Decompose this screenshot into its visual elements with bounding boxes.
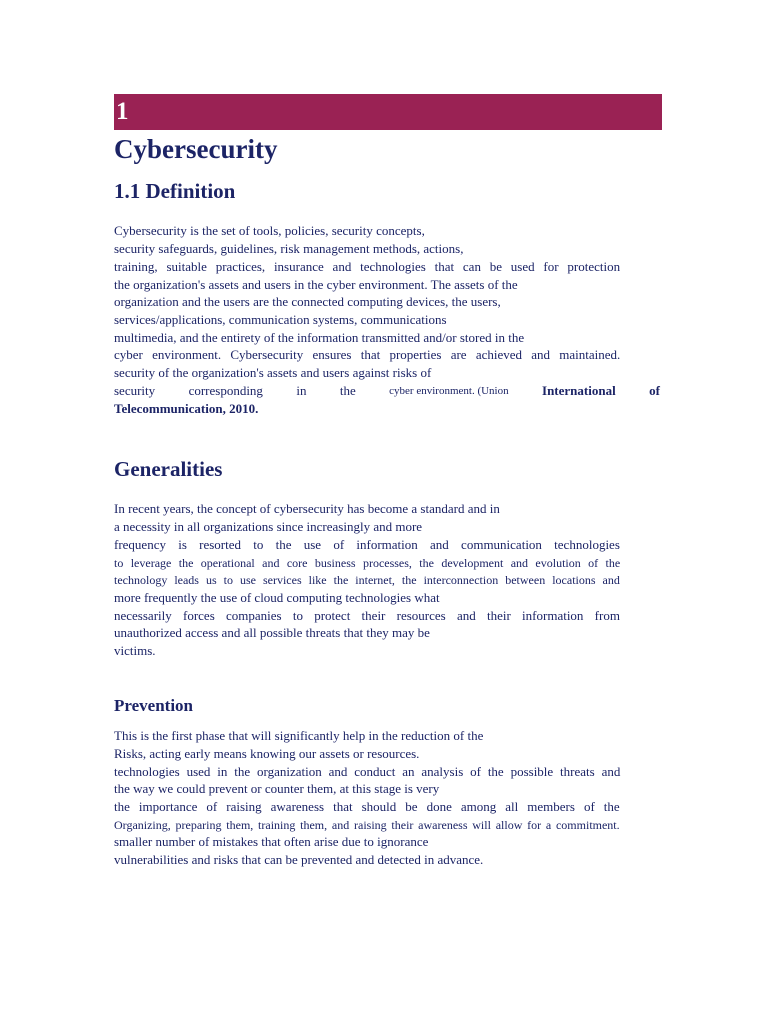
generalities-heading: Generalities xyxy=(114,457,223,481)
definition-line-5: organization and the users are the connected computing devices, the users, xyxy=(114,294,501,309)
prevention-line-5: the importance of raising awareness that should be done among all members of the xyxy=(114,799,620,814)
chapter-title: Cybersecurity xyxy=(114,134,278,164)
prevention-line-3: technologies used in the organization and conduct an analysis of the possible threats and xyxy=(114,764,621,779)
definition-line-10: security corresponding in the cyber environment. (Union International of xyxy=(114,383,660,398)
definition-line-3: training, suitable practices, insurance and technologies that can be used for protection xyxy=(114,259,621,274)
generalities-line-5: technology leads us to use services like the internet, the interconnection between locations and xyxy=(114,573,620,587)
prevention-heading: Prevention xyxy=(114,696,194,715)
definition-line-2: security safeguards, guidelines, risk management methods, actions, xyxy=(114,241,464,256)
chapter-number-bar xyxy=(114,94,662,130)
definition-line-4: the organization's assets and users in the cyber environment. The assets of the xyxy=(114,277,518,292)
prevention-line-7: smaller number of mistakes that often arise due to ignorance xyxy=(114,834,429,849)
generalities-line-3: frequency is resorted to the use of information and communication technologies xyxy=(114,537,620,552)
definition-citation: Telecommunication, 2010. xyxy=(114,401,259,416)
generalities-line-8: unauthorized access and all possible threats that they may be xyxy=(114,625,430,640)
chapter-number: 1 xyxy=(116,98,129,125)
prevention-line-8: vulnerabilities and risks that can be prevented and detected in advance. xyxy=(114,852,484,867)
generalities-line-7: necessarily forces companies to protect their resources and their information from xyxy=(114,608,620,623)
generalities-line-1: In recent years, the concept of cybersecurity has become a standard and in xyxy=(114,501,500,516)
prevention-line-6: Organizing, preparing them, training them, and raising their awareness will allow for a commitment. xyxy=(114,818,620,832)
definition-line-7: multimedia, and the entirety of the information transmitted and/or stored in the xyxy=(114,330,525,345)
generalities-line-6: more frequently the use of cloud computing technologies what xyxy=(114,590,440,605)
definition-heading: 1.1 Definition xyxy=(114,179,236,203)
generalities-line-4: to leverage the operational and core business processes, the development and evolution of the xyxy=(114,556,621,570)
definition-line-8: cyber environment. Cybersecurity ensures that properties are achieved and maintained. xyxy=(114,347,621,362)
prevention-line-1: This is the first phase that will significantly help in the reduction of the xyxy=(114,728,484,743)
prevention-line-4: the way we could prevent or counter them, at this stage is very xyxy=(114,781,440,796)
generalities-line-2: a necessity in all organizations since increasingly and more xyxy=(114,519,423,534)
generalities-line-9: victims. xyxy=(114,643,156,658)
definition-line-6: services/applications, communication systems, communications xyxy=(114,312,447,327)
definition-line-1: Cybersecurity is the set of tools, policies, security concepts, xyxy=(114,223,425,238)
definition-line-9: security of the organization's assets and users against risks of xyxy=(114,365,432,380)
prevention-line-2: Risks, acting early means knowing our assets or resources. xyxy=(114,746,420,761)
